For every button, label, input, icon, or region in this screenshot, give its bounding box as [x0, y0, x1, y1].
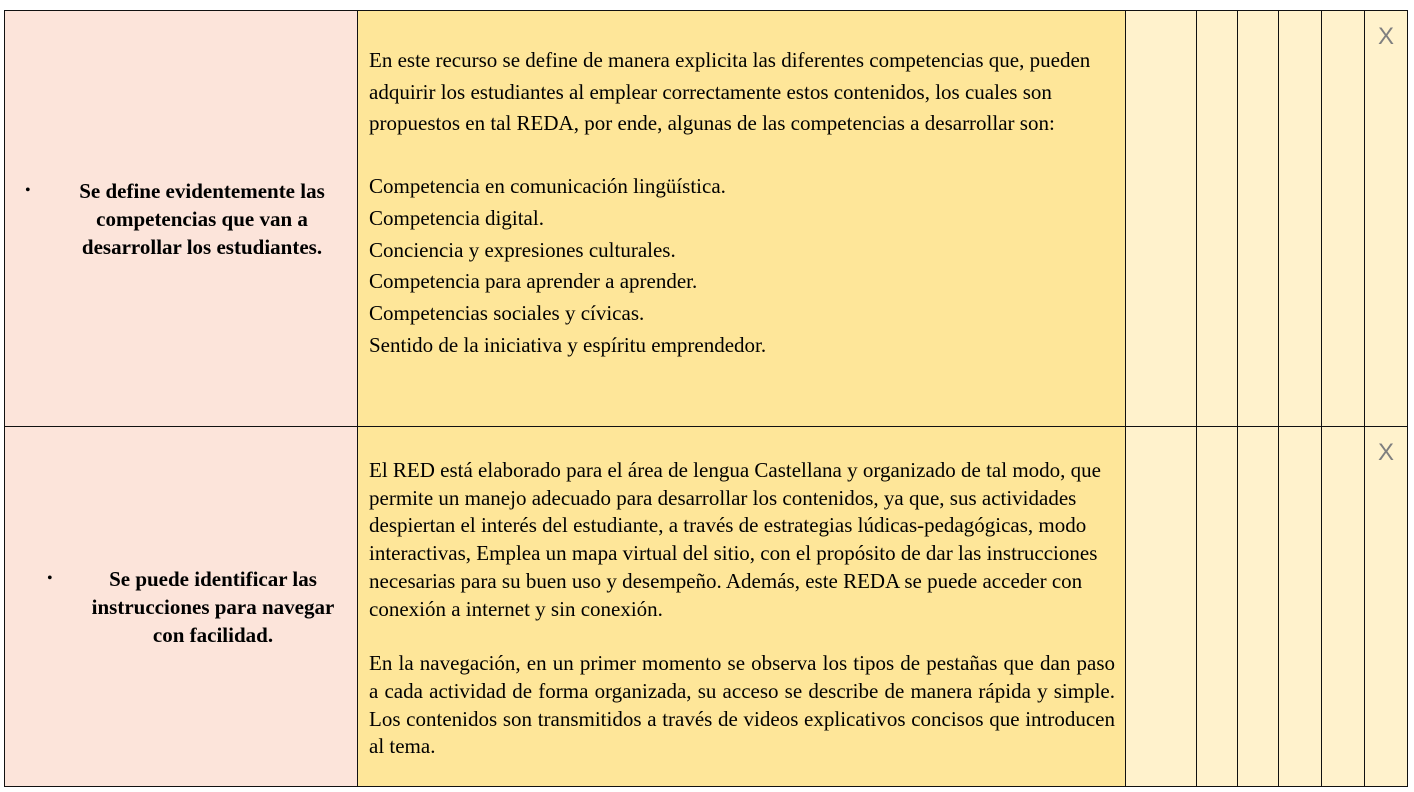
competencia-item: Sentido de la iniciativa y espíritu emprendedor.	[369, 332, 767, 357]
score-cell-selected	[1365, 427, 1408, 787]
score-cell	[1279, 11, 1322, 427]
score-cell	[1197, 11, 1238, 427]
bullet-icon: •	[25, 181, 31, 199]
score-cell	[1126, 427, 1197, 787]
score-cell	[1279, 427, 1322, 787]
competencia-item: Competencias sociales y cívicas.	[369, 300, 645, 325]
score-cell	[1126, 11, 1197, 427]
criterion-cell	[5, 11, 358, 427]
score-cell-selected	[1365, 11, 1408, 427]
bullet-icon: •	[47, 569, 53, 587]
criterion-text: Se define evidentemente las competencias que van a desarrollar los estudiantes.	[79, 178, 325, 259]
evaluation-rubric-table	[4, 10, 1408, 787]
check-mark: X	[1377, 23, 1394, 50]
description-paragraph: En la navegación, en un primer momento se observa los tipos de pestañas que dan paso a cada actividad de forma organizada, su acceso se describe de manera rápida y simple. Los contenidos son transmitidos a través de videos explicativos concisos que introducen al tema.	[369, 651, 1115, 759]
score-cell	[1322, 427, 1365, 787]
description-paragraph: En este recurso se define de manera explicita las diferentes competencias que, pueden adquirir los estudiantes al emplear correctamente estos contenidos, los cuales son propuestos en tal REDA, por ende, algunas de las competencias a desarrollar son:	[369, 48, 1091, 136]
description-cell	[358, 427, 1126, 787]
description-paragraph: El RED está elaborado para el área de lengua Castellana y organizado de tal modo, que permite un manejo adecuado para desarrollar los contenidos, ya que, sus actividades despiertan el interés del estudiante, a través de estrategias lúdicas-pedagógicas, modo interactivas, Emplea un mapa virtual del sitio, con el propósito de dar las instrucciones necesarias para su buen uso y desempeño. Además, este REDA se puede acceder con conexión a internet y sin conexión.	[369, 458, 1101, 621]
competencia-item: Competencia para aprender a aprender.	[369, 269, 698, 294]
score-cell	[1197, 427, 1238, 787]
criterion-cell	[5, 427, 358, 787]
competencia-item: Competencia en comunicación lingüística.	[369, 174, 726, 199]
description-cell	[358, 11, 1126, 427]
score-cell	[1238, 427, 1279, 787]
score-cell	[1238, 11, 1279, 427]
score-cell	[1322, 11, 1365, 427]
competencia-item: Conciencia y expresiones culturales.	[369, 237, 676, 262]
table-row	[5, 11, 1408, 427]
table-row	[5, 427, 1408, 787]
criterion-text: Se puede identificar las instrucciones para navegar con facilidad.	[91, 566, 335, 647]
check-mark: X	[1377, 439, 1394, 466]
competencia-item: Competencia digital.	[369, 205, 544, 230]
